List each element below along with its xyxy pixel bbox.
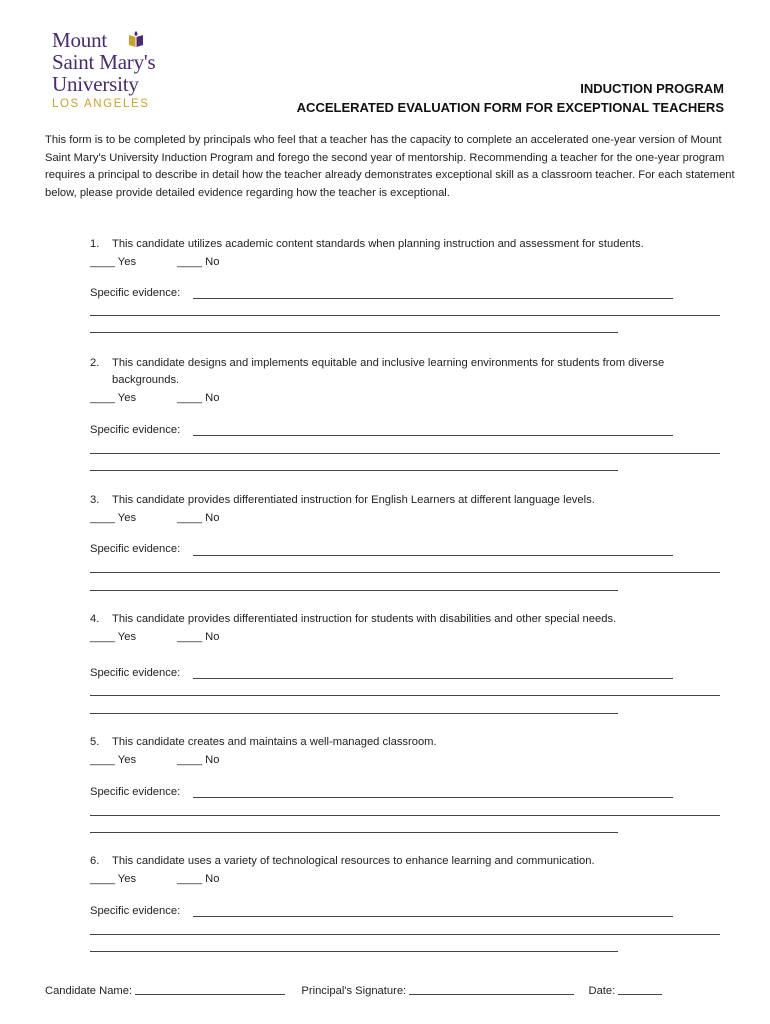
date-line[interactable] bbox=[618, 994, 662, 995]
date-label: Date: bbox=[588, 985, 616, 997]
item-number: 4. bbox=[90, 613, 100, 625]
evidence-line[interactable] bbox=[90, 590, 618, 591]
criterion-item bbox=[90, 734, 730, 769]
evidence-line[interactable] bbox=[193, 298, 673, 299]
yes-option[interactable]: ____ Yes bbox=[90, 754, 137, 766]
criterion-item bbox=[90, 853, 730, 888]
criterion-item bbox=[90, 355, 730, 407]
evidence-line[interactable] bbox=[90, 470, 618, 471]
item-number: 2. bbox=[90, 357, 100, 369]
evidence-label: Specific evidence: bbox=[90, 424, 181, 436]
yes-option[interactable]: ____ Yes bbox=[90, 392, 137, 404]
no-option[interactable]: ____ No bbox=[177, 631, 220, 643]
evidence-label: Specific evidence: bbox=[90, 667, 181, 679]
evidence-line[interactable] bbox=[193, 678, 673, 679]
evidence-line[interactable] bbox=[90, 934, 720, 935]
evidence-label: Specific evidence: bbox=[90, 543, 181, 555]
no-option[interactable]: ____ No bbox=[177, 754, 220, 766]
evidence-line[interactable] bbox=[193, 916, 673, 917]
item-number: 1. bbox=[90, 238, 100, 250]
evidence-label: Specific evidence: bbox=[90, 287, 181, 299]
evidence-line[interactable] bbox=[193, 797, 673, 798]
item-statement: This candidate utilizes academic content standards when planning instruction and assessment for students. bbox=[112, 238, 644, 250]
logo-line-2: Saint Mary's bbox=[52, 50, 156, 74]
no-option[interactable]: ____ No bbox=[177, 512, 220, 524]
evidence-line[interactable] bbox=[90, 832, 618, 833]
item-statement: This candidate uses a variety of technological resources to enhance learning and communication. bbox=[112, 855, 595, 867]
no-option[interactable]: ____ No bbox=[177, 392, 220, 404]
evidence-line[interactable] bbox=[90, 815, 720, 816]
no-option[interactable]: ____ No bbox=[177, 873, 220, 885]
evidence-row bbox=[90, 422, 730, 439]
form-title: ACCELERATED EVALUATION FORM FOR EXCEPTIONAL TEACHERS bbox=[296, 100, 724, 115]
item-statement: This candidate provides differentiated instruction for English Learners at different language levels. bbox=[112, 494, 595, 506]
evidence-line[interactable] bbox=[90, 695, 720, 696]
evidence-row bbox=[90, 285, 730, 302]
criterion-item bbox=[90, 236, 730, 271]
evidence-line[interactable] bbox=[90, 315, 720, 316]
evidence-label: Specific evidence: bbox=[90, 786, 181, 798]
logo-line-3: University bbox=[52, 72, 139, 96]
evidence-label: Specific evidence: bbox=[90, 905, 181, 917]
criterion-item bbox=[90, 492, 730, 527]
intro-paragraph: This form is to be completed by principals who feel that a teacher has the capacity to complete an accelerated one-year version of Mount Saint Mary's University Induction Program and forego the second year of mentorship. Recommending a teacher for the one-year program requires a principal to describe in detail how the teacher already demonstrates exceptional skill as a classroom teacher. For each statement below, please provide detailed evidence regarding how the teacher is exceptional. bbox=[45, 134, 735, 199]
signature-row bbox=[45, 985, 735, 997]
yes-option[interactable]: ____ Yes bbox=[90, 631, 137, 643]
criterion-item bbox=[90, 611, 730, 646]
item-statement: This candidate provides differentiated instruction for students with disabilities and other special needs. bbox=[112, 613, 617, 625]
item-number: 3. bbox=[90, 494, 100, 506]
yes-option[interactable]: ____ Yes bbox=[90, 256, 137, 268]
evidence-line[interactable] bbox=[193, 435, 673, 436]
candidate-name-label: Candidate Name: bbox=[45, 985, 133, 997]
item-statement: This candidate designs and implements equitable and inclusive learning environments for students from diverse backgrounds. bbox=[112, 357, 665, 386]
no-option[interactable]: ____ No bbox=[177, 256, 220, 268]
item-statement: This candidate creates and maintains a well-managed classroom. bbox=[112, 736, 437, 748]
book-icon bbox=[127, 30, 145, 48]
evidence-line[interactable] bbox=[90, 453, 720, 454]
principal-signature-line[interactable] bbox=[409, 994, 574, 995]
evidence-line[interactable] bbox=[90, 713, 618, 714]
principal-signature-label: Principal's Signature: bbox=[301, 985, 407, 997]
evidence-line[interactable] bbox=[90, 951, 618, 952]
evidence-row bbox=[90, 784, 730, 801]
university-logo bbox=[52, 29, 202, 110]
evidence-row bbox=[90, 665, 730, 682]
item-number: 6. bbox=[90, 855, 100, 867]
program-title: INDUCTION PROGRAM bbox=[580, 81, 724, 96]
candidate-name-line[interactable] bbox=[135, 994, 285, 995]
evidence-line[interactable] bbox=[193, 555, 673, 556]
evidence-line[interactable] bbox=[90, 332, 618, 333]
yes-option[interactable]: ____ Yes bbox=[90, 873, 137, 885]
logo-line-1: Mount bbox=[52, 28, 108, 52]
evidence-line[interactable] bbox=[90, 572, 720, 573]
logo-subtitle: LOS ANGELES bbox=[52, 98, 150, 110]
yes-option[interactable]: ____ Yes bbox=[90, 512, 137, 524]
evidence-row bbox=[90, 903, 730, 920]
item-number: 5. bbox=[90, 736, 100, 748]
